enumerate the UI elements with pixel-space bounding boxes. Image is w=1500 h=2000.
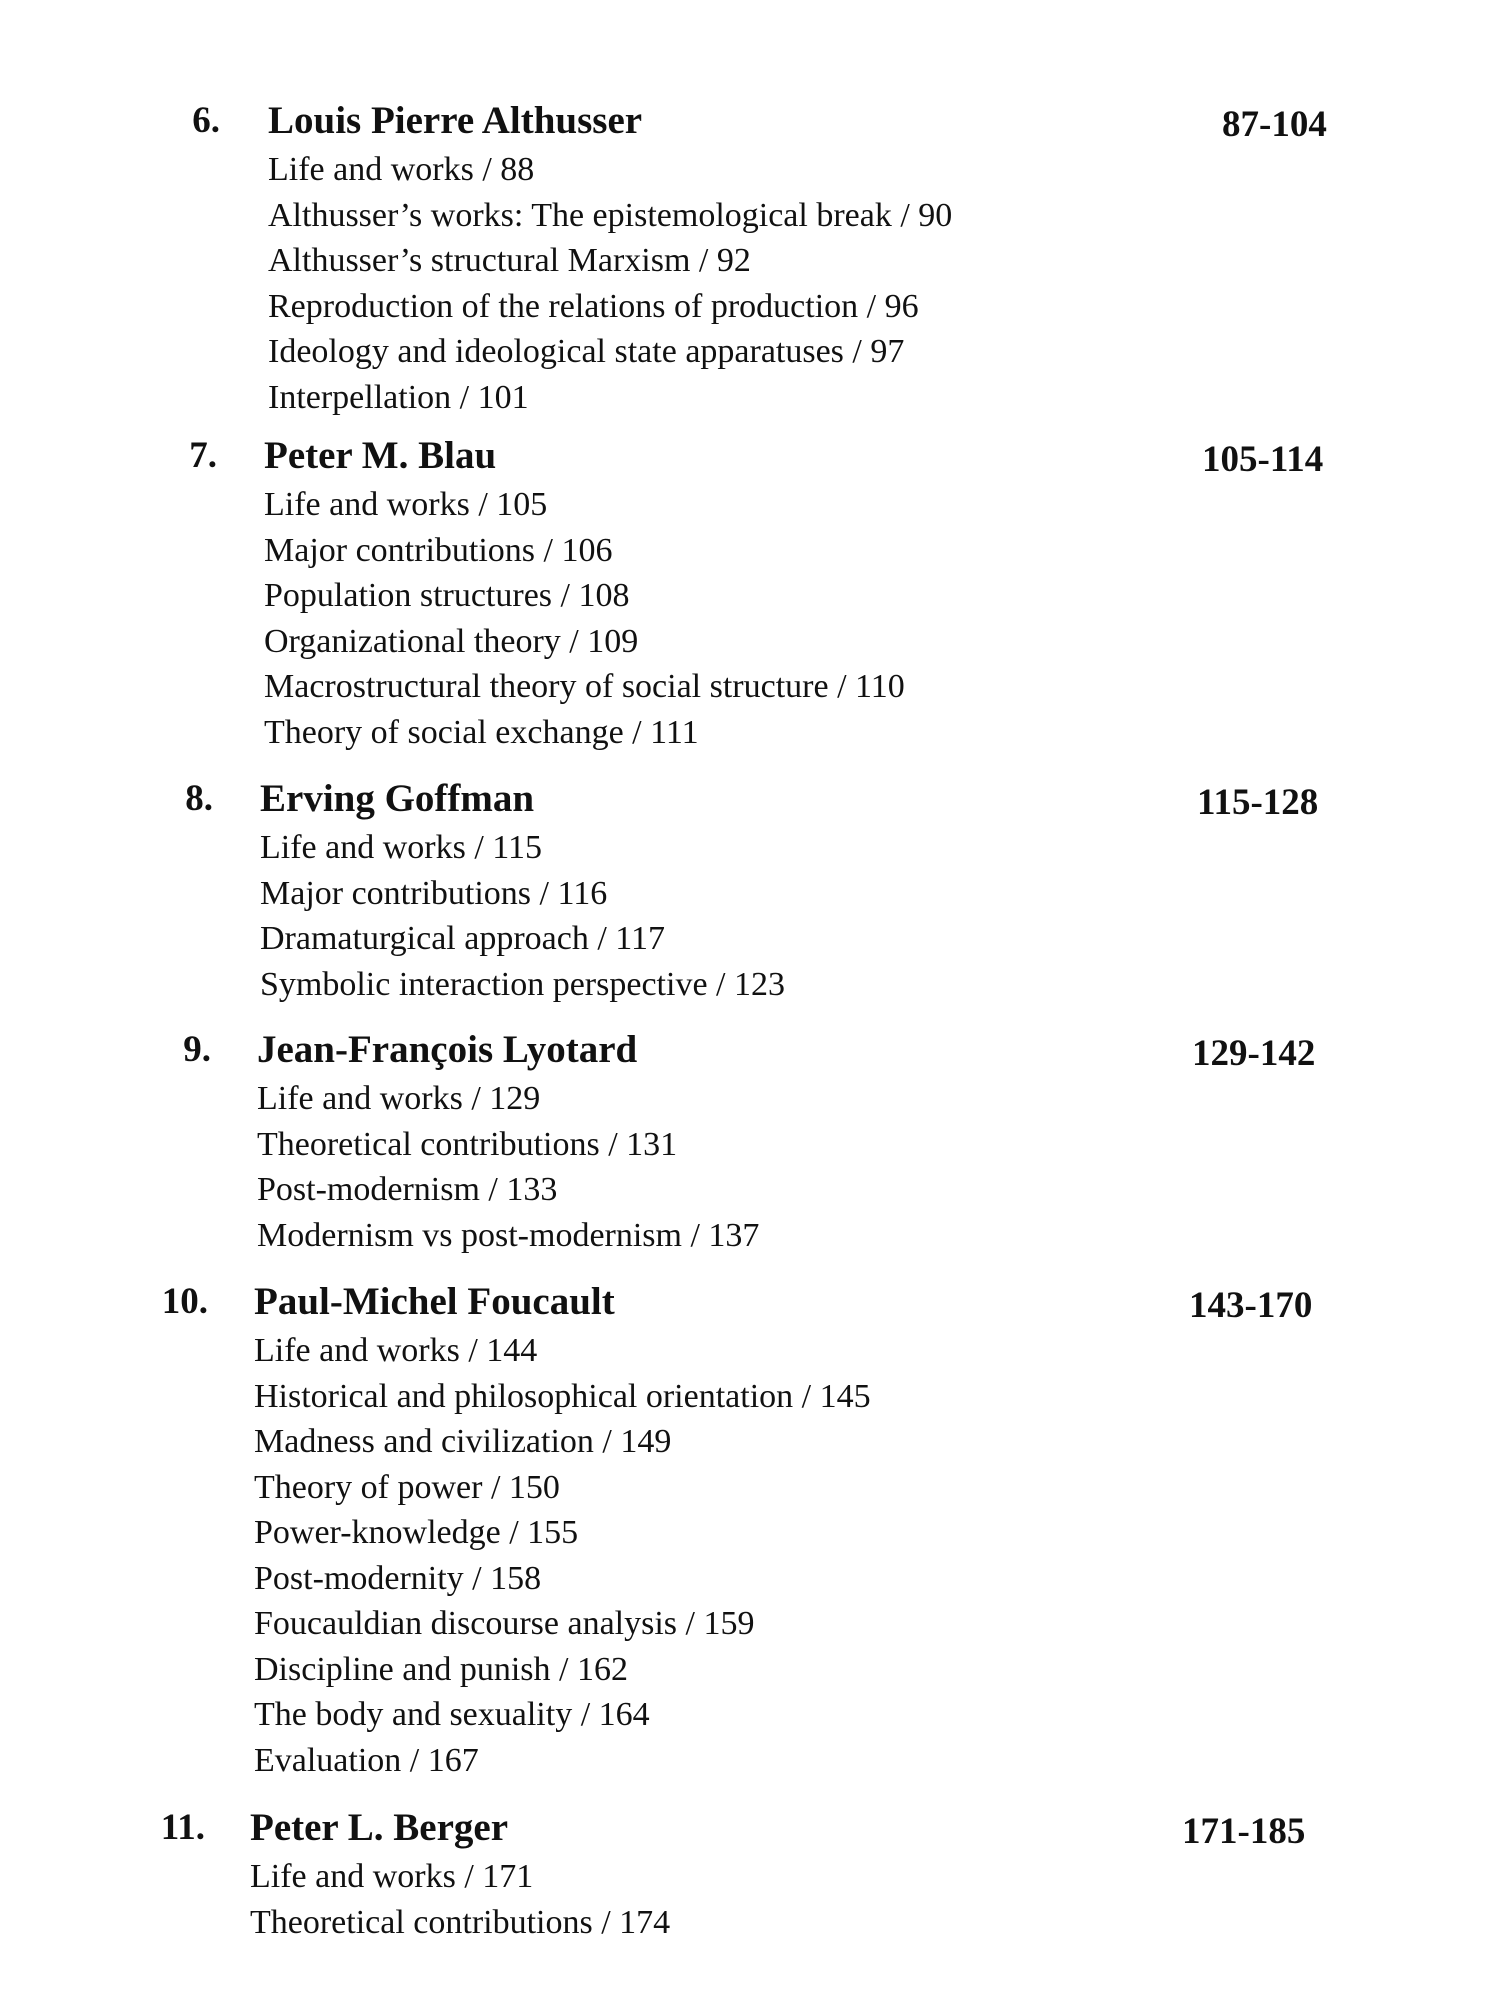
section-item: Ideology and ideological state apparatuses / 97 <box>268 333 905 370</box>
section-item: Post-modernism / 133 <box>257 1171 558 1208</box>
section-list <box>254 1328 1500 1783</box>
chapter-heading <box>0 1276 1500 1328</box>
section-item: Power-knowledge / 155 <box>254 1514 579 1551</box>
section-item: Modernism vs post-modernism / 137 <box>257 1216 760 1254</box>
section-item: The body and sexuality / 164 <box>254 1696 650 1733</box>
chapter-entry <box>0 773 1500 1007</box>
section-list <box>260 825 1500 1007</box>
section-item: Life and works / 171 <box>250 1858 534 1895</box>
chapter-entry <box>0 1276 1500 1783</box>
section-item: Althusser’s structural Marxism / 92 <box>268 242 751 279</box>
section-item: Post-modernity / 158 <box>254 1559 542 1597</box>
section-item: Historical and philosophical orientation / 145 <box>254 1377 871 1415</box>
chapter-heading <box>0 1024 1500 1076</box>
chapter-heading <box>0 773 1500 825</box>
chapter-title: Erving Goffman <box>260 777 535 820</box>
chapter-page-range: 129-142 <box>1192 1033 1316 1074</box>
section-item: Theory of social exchange / 111 <box>264 713 699 751</box>
section-item: Major contributions / 106 <box>264 531 613 569</box>
section-item: Dramaturgical approach / 117 <box>260 920 666 957</box>
section-item: Evaluation / 167 <box>254 1741 479 1779</box>
section-item: Major contributions / 116 <box>260 874 608 912</box>
chapter-entry <box>0 430 1500 755</box>
section-item: Organizational theory / 109 <box>264 622 639 660</box>
chapter-title: Peter L. Berger <box>250 1806 509 1849</box>
section-item: Life and works / 105 <box>264 486 548 523</box>
section-item: Theoretical contributions / 131 <box>257 1125 678 1163</box>
chapter-number: 11. <box>160 1807 205 1848</box>
chapter-title: Peter M. Blau <box>264 434 497 477</box>
section-item: Althusser’s works: The epistemological break / 90 <box>268 196 953 234</box>
section-item: Reproduction of the relations of production / 96 <box>268 287 919 325</box>
chapter-page-range: 171-185 <box>1182 1811 1306 1852</box>
chapter-page-range: 87-104 <box>1222 104 1327 145</box>
section-list <box>250 1854 1500 1945</box>
section-item: Madness and civilization / 149 <box>254 1423 672 1460</box>
chapter-heading <box>0 95 1500 147</box>
section-item: Theoretical contributions / 174 <box>250 1903 671 1941</box>
section-item: Theory of power / 150 <box>254 1468 560 1506</box>
section-item: Life and works / 144 <box>254 1332 538 1369</box>
section-item: Life and works / 129 <box>257 1080 541 1117</box>
chapter-heading <box>0 1802 1500 1854</box>
section-list <box>257 1076 1500 1258</box>
chapter-number: 8. <box>185 778 213 819</box>
section-list <box>268 147 1500 420</box>
chapter-entry <box>0 1802 1500 1945</box>
chapter-page-range: 115-128 <box>1197 782 1319 823</box>
chapter-heading <box>0 430 1500 482</box>
section-item: Life and works / 88 <box>268 151 535 188</box>
chapter-title: Louis Pierre Althusser <box>268 99 643 142</box>
chapter-page-range: 105-114 <box>1202 439 1324 480</box>
chapter-number: 6. <box>192 100 220 141</box>
chapter-title: Paul-Michel Foucault <box>254 1280 615 1323</box>
section-item: Discipline and punish / 162 <box>254 1650 628 1688</box>
section-item: Interpellation / 101 <box>268 378 529 416</box>
chapter-page-range: 143-170 <box>1189 1285 1313 1326</box>
section-item: Symbolic interaction perspective / 123 <box>260 965 785 1003</box>
section-list <box>264 482 1500 755</box>
section-item: Foucauldian discourse analysis / 159 <box>254 1605 755 1642</box>
section-item: Life and works / 115 <box>260 829 543 866</box>
section-item: Macrostructural theory of social structure / 110 <box>264 668 905 705</box>
section-item: Population structures / 108 <box>264 577 630 614</box>
chapter-number: 10. <box>161 1281 208 1322</box>
chapter-title: Jean-François Lyotard <box>257 1028 638 1071</box>
chapter-entry <box>0 1024 1500 1258</box>
chapter-number: 9. <box>183 1029 211 1070</box>
chapter-entry <box>0 95 1500 420</box>
chapter-number: 7. <box>189 435 217 476</box>
